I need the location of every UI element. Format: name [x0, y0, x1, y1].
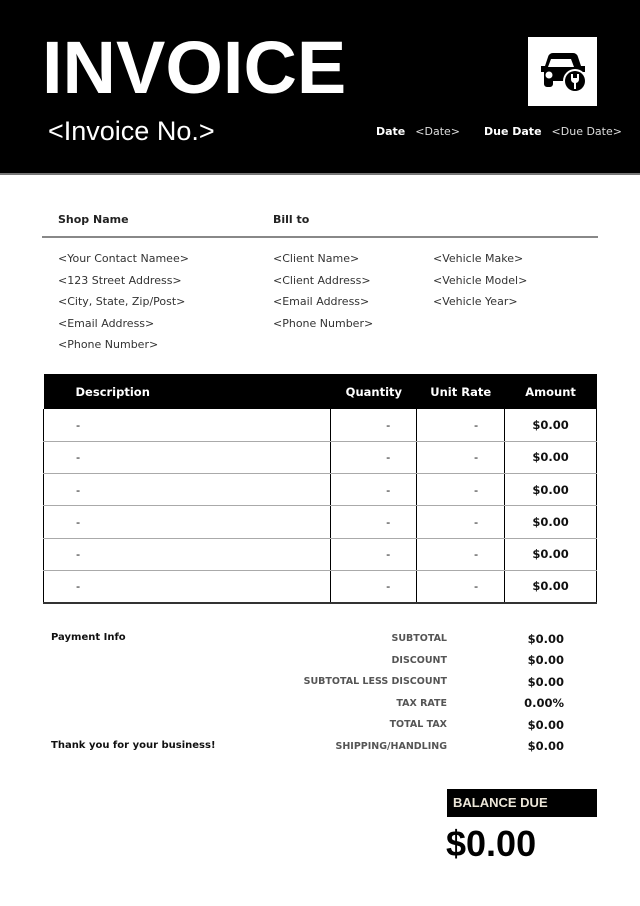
col-quantity: Quantity: [331, 374, 417, 409]
line-items-table: [43, 374, 597, 604]
client-details: [273, 251, 373, 337]
cell-amount: $0.00: [505, 441, 597, 473]
cell-unit-rate: -: [417, 570, 505, 602]
payment-info-label: Payment Info: [51, 632, 126, 643]
cell-quantity: -: [331, 570, 417, 602]
cell-quantity: -: [331, 474, 417, 506]
summary-value: $0.00: [527, 717, 564, 732]
client-name: <Client Name>: [273, 252, 360, 265]
balance-due-label: BALANCE DUE: [447, 789, 597, 817]
col-amount: Amount: [505, 374, 597, 409]
summary-row-discount: [300, 650, 600, 672]
summary-label: SUBTOTAL LESS DISCOUNT: [303, 676, 447, 688]
table-row: [44, 570, 597, 602]
table-row: [44, 441, 597, 473]
vehicle-model: <Vehicle Model>: [433, 273, 528, 287]
table-row: [44, 409, 597, 441]
summary-row-subtotal: [300, 628, 600, 650]
cell-amount: $0.00: [505, 474, 597, 506]
shop-name-heading: Shop Name: [58, 213, 129, 226]
cell-description: -: [44, 474, 331, 506]
cell-quantity: -: [331, 441, 417, 473]
summary-row-shipping: [300, 736, 600, 758]
cell-amount: $0.00: [505, 570, 597, 602]
vehicle-details: [433, 251, 527, 316]
table-row: [44, 506, 597, 538]
shop-email: <Email Address>: [58, 316, 155, 330]
due-date-field: [484, 125, 622, 138]
divider: [42, 236, 598, 238]
invoice-title: INVOICE: [42, 26, 347, 109]
logo: [528, 37, 597, 106]
summary-row-subtotal-less-discount: [300, 671, 600, 693]
date-label: Date: [376, 125, 406, 138]
cell-description: -: [44, 570, 331, 602]
table-header-row: [44, 374, 597, 409]
cell-unit-rate: -: [417, 441, 505, 473]
table-row: [44, 538, 597, 570]
summary-row-total-tax: [300, 714, 600, 736]
client-email: <Email Address>: [273, 295, 370, 308]
summary-label: SUBTOTAL: [391, 633, 447, 645]
cell-description: -: [44, 441, 331, 473]
col-description: Description: [44, 374, 331, 409]
summary-label: TAX RATE: [396, 697, 447, 709]
summary-value: $0.00: [527, 631, 564, 646]
shop-street: <123 Street Address>: [58, 273, 182, 287]
cell-description: -: [44, 538, 331, 570]
summary-label: SHIPPING/HANDLING: [335, 740, 447, 752]
cell-unit-rate: -: [417, 474, 505, 506]
shop-city: <City, State, Zip/Post>: [58, 295, 186, 308]
due-date-label: Due Date: [484, 125, 542, 138]
shop-details: [58, 251, 189, 359]
cell-unit-rate: -: [417, 538, 505, 570]
due-date-value: <Due Date>: [551, 125, 622, 138]
cell-quantity: -: [331, 409, 417, 441]
cell-amount: $0.00: [505, 506, 597, 538]
totals-summary: [300, 628, 600, 757]
cell-amount: $0.00: [505, 538, 597, 570]
shop-contact-name: <Your Contact Namee>: [58, 252, 189, 265]
date-field: [376, 125, 460, 138]
client-address: <Client Address>: [273, 273, 371, 287]
invoice-header: [0, 0, 640, 175]
summary-label: TOTAL TAX: [389, 719, 447, 731]
cell-quantity: -: [331, 538, 417, 570]
car-repair-icon: [537, 47, 589, 97]
invoice-number: <Invoice No.>: [48, 116, 215, 146]
vehicle-make: <Vehicle Make>: [433, 252, 524, 265]
thank-you-note: Thank you for your business!: [51, 740, 216, 751]
bill-to-heading: Bill to: [273, 213, 310, 226]
summary-label: DISCOUNT: [391, 654, 447, 666]
summary-value: $0.00: [527, 739, 564, 754]
cell-amount: $0.00: [505, 409, 597, 441]
vehicle-year: <Vehicle Year>: [433, 295, 518, 308]
summary-value: $0.00: [527, 653, 564, 668]
cell-unit-rate: -: [417, 409, 505, 441]
cell-description: -: [44, 506, 331, 538]
cell-unit-rate: -: [417, 506, 505, 538]
summary-value: 0.00%: [524, 696, 564, 711]
summary-value: $0.00: [527, 674, 564, 689]
table-row: [44, 474, 597, 506]
col-unit-rate: Unit Rate: [417, 374, 505, 409]
client-phone: <Phone Number>: [273, 316, 374, 330]
summary-row-tax-rate: [300, 693, 600, 715]
date-value: <Date>: [415, 125, 461, 138]
cell-quantity: -: [331, 506, 417, 538]
shop-phone: <Phone Number>: [58, 338, 159, 351]
balance-due-amount: $0.00: [446, 823, 537, 864]
cell-description: -: [44, 409, 331, 441]
